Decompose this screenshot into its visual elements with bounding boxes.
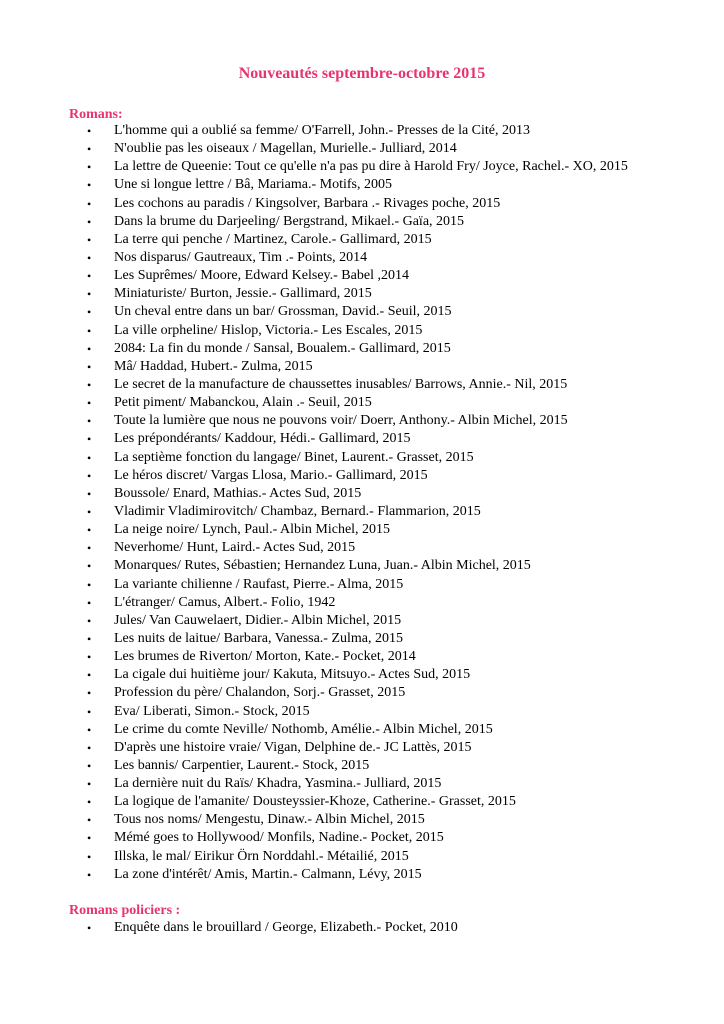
book-entry: Petit piment/ Mabanckou, Alain .- Seuil, 2015 xyxy=(114,395,372,411)
book-entry: La terre qui penche / Martinez, Carole.- Gallimard, 2015 xyxy=(114,231,432,247)
book-entry: Le secret de la manufacture de chaussettes inusables/ Barrows, Annie.- Nil, 2015 xyxy=(114,376,568,392)
book-entry: La neige noire/ Lynch, Paul.- Albin Michel, 2015 xyxy=(114,522,391,538)
bullet-icon: • xyxy=(87,813,92,828)
book-entry: Les prépondérants/ Kaddour, Hédi.- Gallimard, 2015 xyxy=(114,431,411,447)
bullet-icon: • xyxy=(87,287,92,302)
bullet-icon: • xyxy=(87,214,92,229)
book-entry: Toute la lumière que nous ne pouvons voir/ Doerr, Anthony.- Albin Michel, 2015 xyxy=(114,413,568,429)
bullet-icon: • xyxy=(87,704,92,719)
book-entry: La zone d'intérêt/ Amis, Martin.- Calmann, Lévy, 2015 xyxy=(114,866,422,882)
book-entry: Mémé goes to Hollywood/ Monfils, Nadine.- Pocket, 2015 xyxy=(114,830,444,846)
book-entry: La septième fonction du langage/ Binet, Laurent.- Grasset, 2015 xyxy=(114,449,474,465)
book-entry: La variante chilienne / Raufast, Pierre.- Alma, 2015 xyxy=(114,576,404,592)
bullet-icon: • xyxy=(87,305,92,320)
book-entry: La cigale dui huitième jour/ Kakuta, Mitsuyo.- Actes Sud, 2015 xyxy=(114,667,471,683)
bullet-icon: • xyxy=(87,160,92,175)
bullet-icon: • xyxy=(87,341,92,356)
book-entry: Le héros discret/ Vargas Llosa, Mario.- Gallimard, 2015 xyxy=(114,467,428,483)
bullet-icon: • xyxy=(87,650,92,665)
bullet-icon: • xyxy=(87,323,92,338)
book-entry: Les brumes de Riverton/ Morton, Kate.- Pocket, 2014 xyxy=(114,649,416,665)
bullet-icon: • xyxy=(87,523,92,538)
bullet-icon: • xyxy=(87,577,92,592)
bullet-icon: • xyxy=(87,196,92,211)
bullet-icon: • xyxy=(87,541,92,556)
section-heading-romans: Romans: xyxy=(69,107,123,122)
book-entry: Le crime du comte Neville/ Nothomb, Amélie.- Albin Michel, 2015 xyxy=(114,721,493,737)
bullet-icon: • xyxy=(87,758,92,773)
book-entry: La dernière nuit du Raïs/ Khadra, Yasmina.- Julliard, 2015 xyxy=(114,776,442,792)
bullet-icon: • xyxy=(87,450,92,465)
bullet-icon: • xyxy=(87,867,92,882)
book-entry: La logique de l'amanite/ Dousteyssier-Khoze, Catherine.- Grasset, 2015 xyxy=(114,794,516,810)
book-entry: Boussole/ Enard, Mathias.- Actes Sud, 2015 xyxy=(114,485,362,501)
book-entry: Les nuits de laitue/ Barbara, Vanessa.- Zulma, 2015 xyxy=(114,630,403,646)
bullet-icon: • xyxy=(87,921,92,935)
book-entry: N'oublie pas les oiseaux / Magellan, Murielle.- Julliard, 2014 xyxy=(114,141,457,157)
bullet-icon: • xyxy=(87,849,92,864)
page-title: Nouveautés septembre-octobre 2015 xyxy=(238,65,486,82)
book-entry: L'homme qui a oublié sa femme/ O'Farrell, John.- Presses de la Cité, 2013 xyxy=(114,123,531,138)
bullet-icon: • xyxy=(87,432,92,447)
book-entry: Une si longue lettre / Bâ, Mariama.- Motifs, 2005 xyxy=(114,177,392,193)
bullet-icon: • xyxy=(87,795,92,810)
book-entry: Monarques/ Rutes, Sébastien; Hernandez Luna, Juan.- Albin Michel, 2015 xyxy=(114,558,531,574)
bullet-icon: • xyxy=(87,595,92,610)
bullet-icon: • xyxy=(87,777,92,792)
section-heading-romans-policiers: Romans policiers : xyxy=(69,903,181,918)
bullet-icon: • xyxy=(87,359,92,374)
book-entry: Nos disparus/ Gautreaux, Tim .- Points, 2014 xyxy=(114,249,368,265)
book-entry: Jules/ Van Cauwelaert, Didier.- Albin Michel, 2015 xyxy=(114,612,402,628)
book-entry: Enquête dans le brouillard / George, Elizabeth.- Pocket, 2010 xyxy=(114,920,458,935)
book-entry: L'étranger/ Camus, Albert.- Folio, 1942 xyxy=(114,594,336,610)
book-entry: Eva/ Liberati, Simon.- Stock, 2015 xyxy=(114,703,310,719)
bullet-icon: • xyxy=(87,414,92,429)
bullet-icon: • xyxy=(87,722,92,737)
book-entry: Les Suprêmes/ Moore, Edward Kelsey.- Babel ,2014 xyxy=(114,268,409,284)
book-entry: Les cochons au paradis / Kingsolver, Barbara .- Rivages poche, 2015 xyxy=(114,195,501,211)
book-entry: 2084: La fin du monde / Sansal, Boualem.- Gallimard, 2015 xyxy=(114,340,451,356)
book-entry: Neverhome/ Hunt, Laird.- Actes Sud, 2015 xyxy=(114,540,356,556)
bullet-icon: • xyxy=(87,396,92,411)
bullet-icon: • xyxy=(87,631,92,646)
book-entry: Vladimir Vladimirovitch/ Chambaz, Bernard.- Flammarion, 2015 xyxy=(114,503,481,519)
bullet-icon: • xyxy=(87,250,92,265)
bullet-icon: • xyxy=(87,178,92,193)
book-entry: La lettre de Queenie: Tout ce qu'elle n'a pas pu dire à Harold Fry/ Joyce, Rachel.- XO, 2015 xyxy=(114,159,628,175)
bullet-icon: • xyxy=(87,377,92,392)
bullet-icon: • xyxy=(87,613,92,628)
bullet-icon: • xyxy=(87,468,92,483)
bullet-icon: • xyxy=(87,740,92,755)
book-entry: Dans la brume du Darjeeling/ Bergstrand, Mikael.- Gaïa, 2015 xyxy=(114,213,465,229)
book-entry: Miniaturiste/ Burton, Jessie.- Gallimard, 2015 xyxy=(114,286,372,302)
book-entry: La ville orpheline/ Hislop, Victoria.- Les Escales, 2015 xyxy=(114,322,423,338)
bullet-icon: • xyxy=(87,504,92,519)
book-entry: Les bannis/ Carpentier, Laurent.- Stock, 2015 xyxy=(114,757,370,773)
bullet-icon: • xyxy=(87,831,92,846)
book-entry: Illska, le mal/ Eirikur Örn Norddahl.- Métailié, 2015 xyxy=(114,848,409,864)
book-entry: Tous nos noms/ Mengestu, Dinaw.- Albin Michel, 2015 xyxy=(114,812,425,828)
bullet-icon: • xyxy=(87,232,92,247)
book-entry: Un cheval entre dans un bar/ Grossman, David.- Seuil, 2015 xyxy=(114,304,452,320)
bullet-icon: • xyxy=(87,668,92,683)
bullet-icon: • xyxy=(87,142,92,157)
bullet-icon: • xyxy=(87,559,92,574)
book-entry: Profession du père/ Chalandon, Sorj.- Grasset, 2015 xyxy=(114,685,406,701)
bullet-icon: • xyxy=(87,124,92,138)
book-entry: D'après une histoire vraie/ Vigan, Delphine de.- JC Lattès, 2015 xyxy=(114,739,472,755)
book-entry: Mâ/ Haddad, Hubert.- Zulma, 2015 xyxy=(114,358,313,374)
bullet-icon: • xyxy=(87,269,92,284)
bullet-icon: • xyxy=(87,486,92,501)
bullet-icon: • xyxy=(87,686,92,701)
